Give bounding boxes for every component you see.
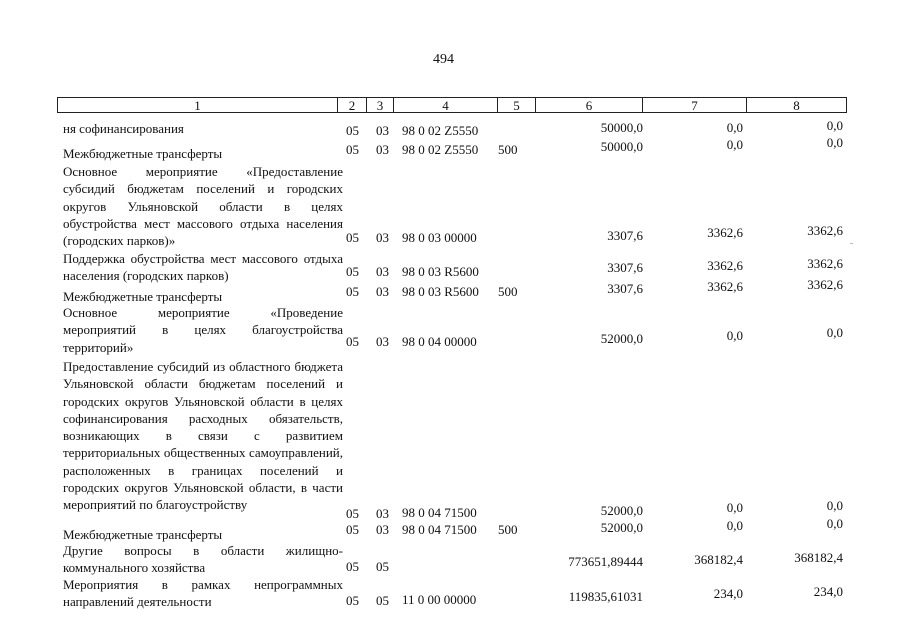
row-col-2: 05: [346, 334, 359, 349]
row-col-6: 52000,0: [600, 331, 643, 346]
row-col-8: 0,0: [826, 118, 843, 133]
row-col-6: 52000,0: [600, 503, 643, 518]
row-col-7: 3362,6: [707, 279, 743, 294]
row-col-2: 05: [346, 264, 359, 279]
row-col-2: 05: [346, 142, 359, 157]
row-name: Межбюджетные трансферты: [63, 146, 223, 161]
row-col-4: 11 0 00 00000: [402, 592, 477, 607]
row-col-6: 119835,61031: [568, 589, 643, 604]
row-name: Предоставление субсидий из областного бюджета Ульяновской области бюджетам поселений и городских округов Ульяновской области в целях софинансирования расходных обязательств, возникающих в связи с развитием территориальных общественных самоуправлений, расположенных в границах поселений и городских округов Ульяновской области, в части мероприятий по благоустройству: [63, 359, 343, 513]
row-col-4: 98 0 04 71500: [402, 505, 477, 520]
header-col-6: 6: [536, 98, 643, 112]
row-col-6: 50000,0: [600, 120, 643, 135]
row-col-5: 500: [498, 522, 518, 537]
row-col-4: 98 0 02 Z5550: [402, 142, 479, 157]
row-col-4: 98 0 04 71500: [402, 522, 477, 537]
row-col-3: 03: [376, 506, 389, 521]
row-name: Основное мероприятие «Предоставление субсидий бюджетам поселений и городских округов Ульяновской области в целях обустройства мест массового отдыха населения (городских парков)»: [63, 164, 343, 249]
row-col-3: 03: [376, 142, 389, 157]
row-col-8: 0,0: [826, 135, 843, 150]
row-col-7: 0,0: [726, 518, 743, 533]
row-col-8: 234,0: [813, 584, 843, 599]
row-col-3: 03: [376, 334, 389, 349]
row-col-8: 3362,6: [807, 223, 843, 238]
row-col-4: 98 0 03 R5600: [402, 284, 479, 299]
row-col-7: 0,0: [726, 328, 743, 343]
row-col-2: 05: [346, 230, 359, 245]
row-col-8: 0,0: [826, 516, 843, 531]
table-header: [57, 97, 847, 113]
row-col-3: 03: [376, 522, 389, 537]
row-col-7: 0,0: [726, 137, 743, 152]
row-col-8: 0,0: [826, 325, 843, 340]
row-col-4: 98 0 02 Z5550: [402, 123, 479, 138]
row-col-6: 773651,89444: [568, 554, 643, 569]
row-col-7: 3362,6: [707, 225, 743, 240]
row-col-4: 98 0 03 R5600: [402, 264, 479, 279]
row-col-5: 500: [498, 142, 518, 157]
row-name: ня софинансирования: [63, 121, 184, 136]
row-col-3: 03: [376, 264, 389, 279]
row-col-2: 05: [346, 559, 359, 574]
row-name: Межбюджетные трансферты: [63, 527, 223, 542]
page-number: 494: [433, 52, 454, 67]
row-col-4: 98 0 04 00000: [402, 334, 477, 349]
row-col-2: 05: [346, 522, 359, 537]
row-name: Другие вопросы в области жилищно-коммунального хозяйства: [63, 543, 343, 576]
row-col-8: 368182,4: [794, 550, 843, 565]
header-col-1: 1: [58, 98, 338, 112]
row-col-6: 3307,6: [607, 228, 643, 243]
header-col-5: 5: [498, 98, 536, 112]
row-col-8: 0,0: [826, 498, 843, 513]
row-col-7: 234,0: [713, 586, 743, 601]
header-col-2: 2: [338, 98, 367, 112]
row-name: Поддержка обустройства мест массового отдыха населения (городских парков): [63, 251, 343, 284]
header-col-8: 8: [793, 98, 800, 113]
row-col-8: 3362,6: [807, 277, 843, 292]
row-name: Основное мероприятие «Проведение мероприятий в целях благоустройства территорий»: [63, 305, 343, 355]
row-col-6: 52000,0: [600, 520, 643, 535]
row-col-7: 368182,4: [694, 552, 743, 567]
row-col-6: 3307,6: [607, 260, 643, 275]
row-col-3: 03: [376, 284, 389, 299]
row-name: Мероприятия в рамках непрограммных направлений деятельности: [63, 577, 343, 610]
row-col-3: 05: [376, 559, 389, 574]
row-col-6: 50000,0: [600, 139, 643, 154]
row-col-7: 3362,6: [707, 258, 743, 273]
row-col-6: 3307,6: [607, 281, 643, 296]
scan-mark: [850, 243, 853, 244]
row-col-4: 98 0 03 00000: [402, 230, 477, 245]
row-name: Межбюджетные трансферты: [63, 289, 223, 304]
row-col-3: 05: [376, 593, 389, 608]
row-col-8: 3362,6: [807, 256, 843, 271]
header-col-3: 3: [367, 98, 394, 112]
row-col-2: 05: [346, 506, 359, 521]
row-col-7: 0,0: [726, 120, 743, 135]
row-col-7: 0,0: [726, 500, 743, 515]
row-col-2: 05: [346, 593, 359, 608]
row-col-2: 05: [346, 284, 359, 299]
row-col-2: 05: [346, 123, 359, 138]
header-col-4: 4: [394, 98, 498, 112]
header-col-7: 7: [643, 98, 747, 112]
row-col-3: 03: [376, 230, 389, 245]
row-col-3: 03: [376, 123, 389, 138]
row-col-5: 500: [498, 284, 518, 299]
